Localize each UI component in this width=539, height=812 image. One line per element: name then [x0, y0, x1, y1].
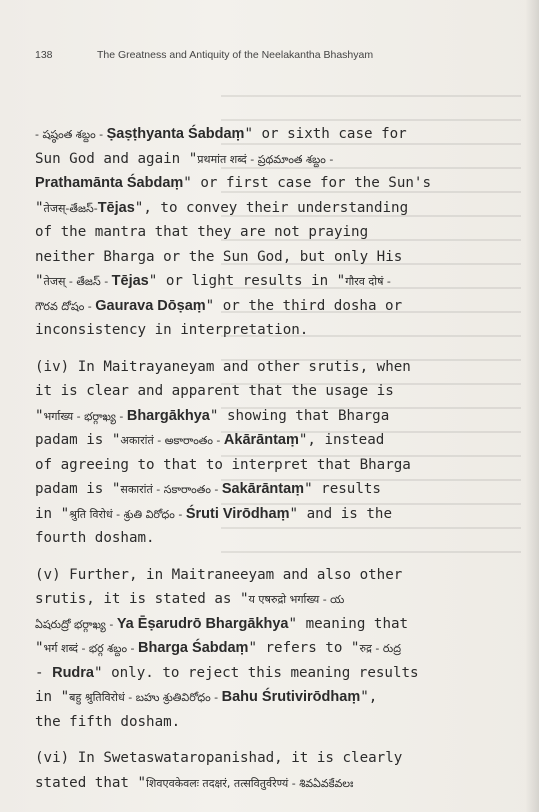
- text-line: ఏషరుద్రో భర్గాఖ్య - Ya Ēṣarudrō Bhargākhya" meaning that: [35, 615, 409, 632]
- text-line: stated that "शिवएवकेवलः तदक्षरं, तत्सवितुर्वरेण्यं - శివఏవకేవలః: [35, 774, 354, 791]
- text-line: fourth dosham.: [35, 530, 155, 546]
- text-line: "तेजस् - తేజస్ - Tējas" or light results in "गौरव दोषं -: [35, 273, 391, 289]
- text-line: the fifth dosham.: [35, 713, 181, 730]
- text-line: "भर्ग शब्दं - భర్గ శబ్దం - Bharga Śabdaṃ" refers to "रुद्र - రుద్ర: [35, 640, 401, 656]
- text-line: - షష్ఠంత శబ్దం - Ṣaṣṭhyanta Śabdaṃ" or sixth case for: [35, 126, 407, 142]
- text-line: inconsistency in interpretation.: [35, 322, 309, 338]
- text-line: of the mantra that they are not praying: [35, 224, 369, 240]
- text-line: padam is "सकारांतं - సకారాంతం - Sakārāntaṃ" results: [35, 481, 381, 497]
- text-line: srutis, it is stated as "य एषरुद्रो भर्गाख्य - య: [35, 591, 345, 607]
- running-header: [35, 49, 515, 61]
- text-line: - Rudra" only. to reject this meaning results: [35, 664, 419, 681]
- text-line: Sun God and again "प्रथमांत शब्दं - ప్రథమాంత శబ్దం -: [35, 150, 334, 167]
- text-line: in "बहु श्रुतिविरोधं - బహు శ్రుతివిరోధం - Bahu Śrutivirōdhaṃ",: [35, 689, 378, 705]
- body-text: [35, 122, 500, 795]
- text-line: (iv) In Maitrayaneyam and other srutis, when: [35, 358, 411, 375]
- text-line: neither Bharga or the Sun God, but only His: [35, 248, 403, 265]
- text-line: (vi) In Swetaswataropanishad, it is clearly: [35, 750, 403, 766]
- page-edge-shadow: [525, 0, 539, 812]
- text-line: padam is "अकारांतं - అకారాంతం - Akārāntaṃ", instead: [35, 432, 385, 448]
- page-number: 138: [35, 49, 53, 61]
- text-line: గౌరవ దోషం - Gaurava Dōṣaṃ" or the third dosha or: [35, 297, 403, 314]
- text-line: "तेजस्-తేజస్-Tējas", to convey their understanding: [35, 199, 409, 216]
- text-line: it is clear and apparent that the usage is: [35, 383, 394, 399]
- text-line: in "श्रुति विरोधं - శ్రుతి విరోధం - Śruti Virōdhaṃ" and is the: [35, 505, 392, 522]
- text-line: Prathamānta Śabdaṃ" or first case for the Sun's: [35, 175, 431, 191]
- text-line: (v) Further, in Maitraneeyam and also other: [35, 566, 403, 583]
- running-title: The Greatness and Antiquity of the Neelakantha Bhashyam: [97, 49, 374, 61]
- text-line: of agreeing to that to interpret that Bharga: [35, 456, 411, 473]
- text-line: "भर्गाख्य - భర్గాఖ్య - Bhargākhya" showing that Bharga: [35, 407, 390, 424]
